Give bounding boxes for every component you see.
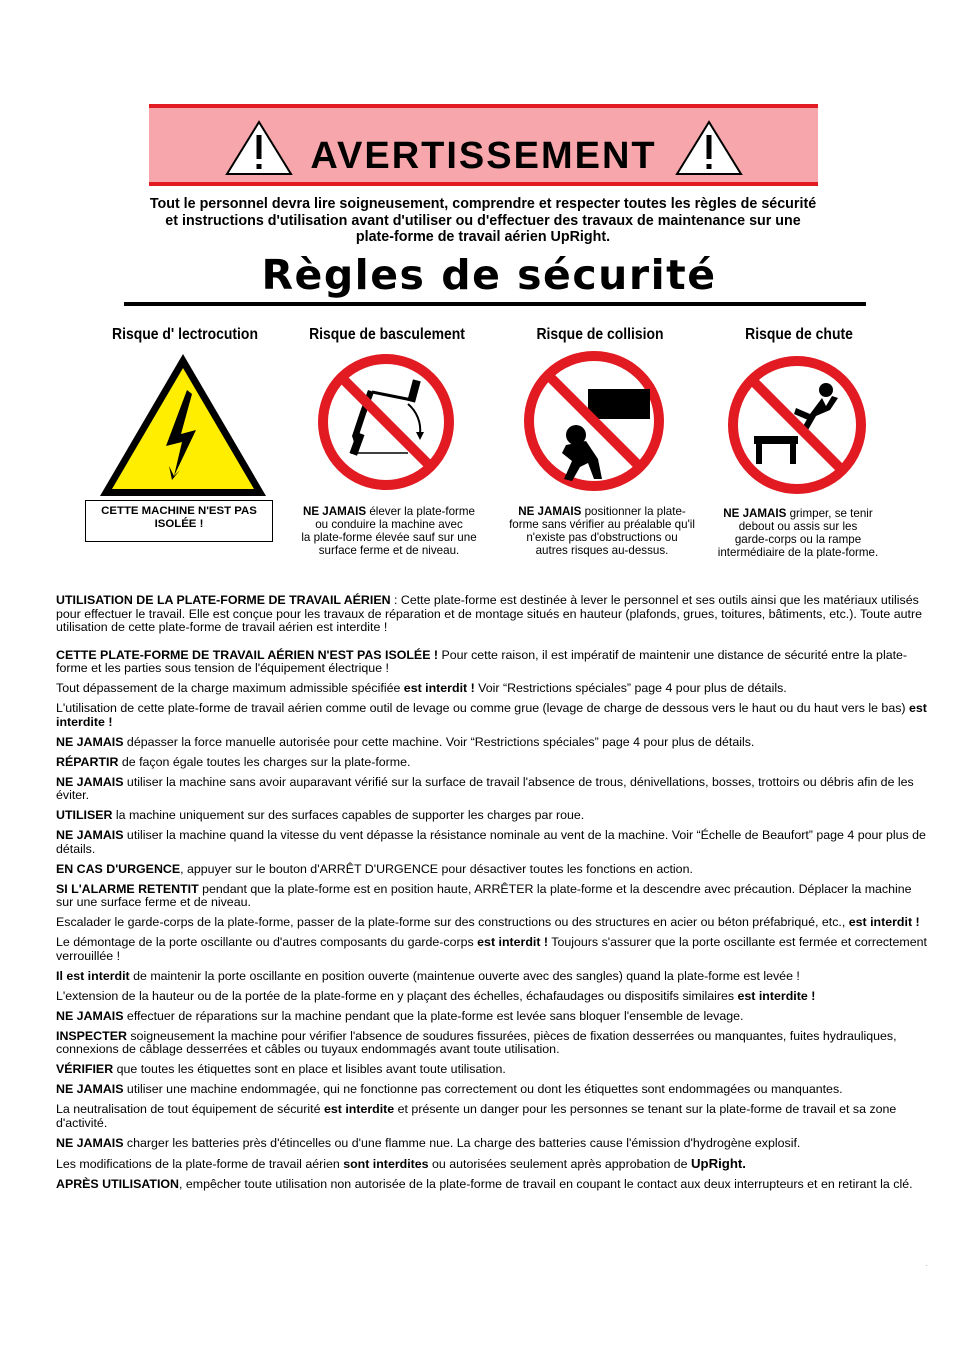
caption-text: garde-corps ou la rampe <box>734 533 862 546</box>
rule-text: utiliser la machine sans avoir auparavant vérifié sur la surface de travail l'absence de trous, dénivellations, bosses, trottoirs ou débris afin de les éviter. <box>56 774 914 802</box>
caption-text: autres risques au-dessus. <box>535 544 669 557</box>
rule-text: utiliser une machine endommagée, qui ne fonctionne pas correctement ou dont les étiquettes sont endommagées ou manquantes. <box>123 1082 843 1096</box>
intro-line: Tout le personnel devra lire soigneusement, comprendre et respecter toutes les règles de sécurité <box>149 196 817 212</box>
rule-text: que toutes les étiquettes sont en place et lisibles avant toute utilisation. <box>113 1062 506 1076</box>
rule-emphasis: CETTE PLATE-FORME DE TRAVAIL AÉRIEN N'EST PAS ISOLÉE ! <box>56 647 439 662</box>
rule-paragraph <box>56 829 928 856</box>
rule-emphasis: RÉPARTIR <box>56 754 119 769</box>
brand-name: UpRight. <box>691 1155 746 1171</box>
rule-text: utiliser la machine quand la vitesse du vent dépasse la résistance nominale au vent de la machine. Voir “Échelle de Beaufort” page 4 pour plus de détails. <box>56 828 926 856</box>
rule-paragraph <box>56 1030 928 1057</box>
rule-emphasis: INSPECTER <box>56 1028 127 1043</box>
rule-paragraph <box>56 809 928 823</box>
rule-text: ou autorisées seulement après approbation de <box>428 1156 692 1171</box>
hazard-title-collision: Risque de collision <box>536 326 664 343</box>
banner-title: AVERTISSEMENT <box>310 135 657 177</box>
rule-text: soigneusement la machine pour vérifier l'absence de soudures fissurées, pièces de fixation desserrées ou manquantes, fuites hydrauliques, connexions de câblage desserrées et câbles ou tuyaux endommagés avant toute utilisation. <box>56 1028 897 1056</box>
rule-paragraph <box>56 702 928 729</box>
rule-emphasis: NE JAMAIS <box>56 1135 124 1150</box>
rule-text: dépasser la force manuelle autorisée pour cette machine. Voir “Restrictions spéciales” page 4 pour plus de détails. <box>123 734 755 749</box>
rule-emphasis: NE JAMAIS <box>56 828 124 842</box>
caption-bold: NE JAMAIS <box>302 505 367 518</box>
rule-paragraph <box>56 916 928 930</box>
rule-text: Escalader le garde-corps de la plate-forme, passer de la plate-forme sur des constructions ou des structures en acier ou béton préfabriqué, etc., <box>56 915 849 929</box>
rule-text: Pour cette raison, il est impératif de maintenir une distance de sécurité entre la plate-forme et les parties sous tension de l'équipement électrique ! <box>56 647 908 675</box>
caption-text: la plate-forme élevée sauf sur une <box>301 531 477 544</box>
no-climbing-icon <box>726 354 868 496</box>
rule-paragraph <box>56 736 928 750</box>
rule-paragraph <box>56 756 928 770</box>
rule-emphasis: est interdit ! <box>403 681 475 695</box>
rule-text: de façon égale toutes les charges sur la plate-forme. <box>118 754 411 769</box>
caption-text: n'existe pas d'obstructions ou <box>526 531 678 544</box>
rule-emphasis: UTILISATION DE LA PLATE-FORME DE TRAVAIL AÉRIEN <box>56 593 391 607</box>
rule-paragraph <box>56 883 928 910</box>
hazard-caption-fall <box>702 507 894 559</box>
caption-text: grimper, se tenir <box>786 507 873 520</box>
rule-emphasis: est interdite ! <box>56 701 927 729</box>
rule-emphasis: NE JAMAIS <box>56 774 124 789</box>
title-divider <box>124 302 866 306</box>
hazard-title-tipping: Risque de basculement <box>309 326 465 343</box>
rule-text: charger les batteries près d'étincelles ou d'une flamme nue. La charge des batteries cause l'émission d'hydrogène explosif. <box>123 1135 801 1150</box>
rule-emphasis: SI L'ALARME RETENTIT <box>56 881 199 896</box>
rule-text: Tout dépassement de la charge maximum admissible spécifiée <box>56 681 404 695</box>
rule-text: Le démontage de la porte oscillante ou d'autres composants du garde-corps <box>56 935 478 949</box>
rule-paragraph <box>56 1137 928 1151</box>
rule-paragraph <box>56 970 928 984</box>
rule-emphasis: NE JAMAIS <box>56 1082 124 1096</box>
caption-text: debout ou assis sur les <box>738 520 858 533</box>
caption-bold: NE JAMAIS <box>518 505 582 518</box>
rule-emphasis: sont interdites <box>343 1156 429 1171</box>
rule-paragraph <box>56 863 928 877</box>
rule-paragraph <box>56 990 928 1004</box>
rule-paragraph <box>56 682 928 696</box>
caption-text: positionner la plate- <box>581 505 686 518</box>
rule-paragraph <box>56 1157 928 1172</box>
rule-text: Voir “Restrictions spéciales” page 4 pour plus de détails. <box>474 681 787 695</box>
hazard-title-electrocution: Risque d' lectrocution <box>112 326 258 343</box>
rule-text: Les modifications de la plate-forme de travail aérien <box>56 1156 344 1171</box>
no-tipping-icon <box>316 352 456 492</box>
intro-line: et instructions d'utilisation avant d'utiliser ou d'effectuer des travaux de maintenance sur une <box>165 212 801 229</box>
rule-emphasis: est interdit ! <box>848 915 920 929</box>
rule-emphasis: APRÈS UTILISATION <box>56 1176 179 1191</box>
rule-paragraph <box>56 776 928 803</box>
caption-text: ou conduire la machine avec <box>315 518 463 531</box>
rule-paragraph <box>56 936 928 963</box>
hazard-title-fall: Risque de chute <box>745 326 853 343</box>
rule-paragraph <box>56 1063 928 1077</box>
footer-mark: . <box>926 1262 928 1268</box>
intro-line: plate-forme de travail aérien UpRight. <box>355 229 611 245</box>
rule-paragraph <box>56 649 928 676</box>
rule-text: : Cette plate-forme est destinée à lever le personnel et ses outils ainsi que les matériaux utilisés pour effectuer le travail. Elle est conçue pour les travaux de réparation et de montage situés en hauteur (plafonds, grues, toitures, bâtiments, etc.). Toute autre utilisation de cette plate-forme de travail aérien est interdite ! <box>56 593 923 634</box>
rule-paragraph <box>56 1103 928 1130</box>
no-collision-icon <box>522 349 666 493</box>
rule-text: L'extension de la hauteur ou de la portée de la plate-forme en y plaçant des échelles, échafaudages ou dispositifs similaires <box>56 988 738 1003</box>
caption-text: surface ferme et de niveau. <box>318 544 460 557</box>
hazard-caption-tipping <box>286 505 492 557</box>
rule-paragraph <box>56 1178 928 1192</box>
rule-text: La neutralisation de tout équipement de sécurité <box>56 1102 324 1116</box>
hazard-caption-electrocution: CETTE MACHINE N'EST PAS ISOLÉE ! <box>85 500 273 542</box>
electrocution-warning-icon <box>96 350 270 500</box>
rule-emphasis: EN CAS D'URGENCE <box>56 861 181 876</box>
rule-emphasis: NE JAMAIS <box>56 1008 124 1023</box>
caption-bold: NE JAMAIS <box>723 507 787 520</box>
rule-paragraph <box>56 594 928 635</box>
caption-text: intermédiaire de la plate-forme. <box>717 546 879 559</box>
rule-text: L'utilisation de cette plate-forme de travail aérien comme outil de levage ou comme grue (levage de charge de dessous vers le haut ou du haut vers le bas) <box>56 701 909 715</box>
rule-paragraph <box>56 1010 928 1024</box>
rule-emphasis: VÉRIFIER <box>56 1062 114 1076</box>
rule-text: de maintenir la porte oscillante en position ouverte (maintenue ouverte avec des sangles) quand la plate-forme est levée ! <box>129 968 800 983</box>
intro-text <box>100 196 866 246</box>
rule-text: et présente un danger pour les personnes se tenant sur la plate-forme de travail et sa zone d'activité. <box>56 1102 897 1130</box>
rule-paragraph <box>56 1083 928 1097</box>
rule-emphasis: est interdit ! <box>477 935 549 949</box>
safety-rules <box>56 594 928 1198</box>
rule-text: Toujours s'assurer que la porte oscillante est fermée et correctement verrouillée ! <box>56 935 927 963</box>
warning-triangle-icon <box>675 120 743 176</box>
rule-emphasis: est interdite <box>323 1102 395 1116</box>
hazard-caption-collision <box>496 505 708 557</box>
rule-text: effectuer de réparations sur la machine pendant que la plate-forme est levée sans bloquer l'ensemble de levage. <box>123 1008 744 1023</box>
rule-text: pendant que la plate-forme est en position haute, ARRÊTER la plate-forme et la descendre avec précaution. Déplacer la machine sur une surface ferme et de niveau. <box>56 881 912 909</box>
caption-text: élever la plate-forme <box>366 505 476 518</box>
rule-emphasis: est interdite ! <box>737 988 816 1003</box>
rule-emphasis: UTILISER <box>56 808 113 822</box>
rule-text: , empêcher toute utilisation non autorisée de la plate-forme de travail en coupant le contact aux deux interrupteurs et en retirant la clé. <box>179 1176 913 1191</box>
caption-text: forme sans vérifier au préalable qu'il <box>509 518 695 531</box>
rule-text: , appuyer sur le bouton d'ARRÊT D'URGENCE pour désactiver toutes les fonctions en action. <box>180 861 693 876</box>
rule-text: la machine uniquement sur des surfaces capables de supporter les charges par roue. <box>112 808 585 822</box>
rule-emphasis: NE JAMAIS <box>56 734 124 749</box>
rule-emphasis: Il est interdit <box>56 968 130 983</box>
page-title: Règles de sécurité <box>261 251 717 299</box>
warning-banner <box>149 104 818 186</box>
